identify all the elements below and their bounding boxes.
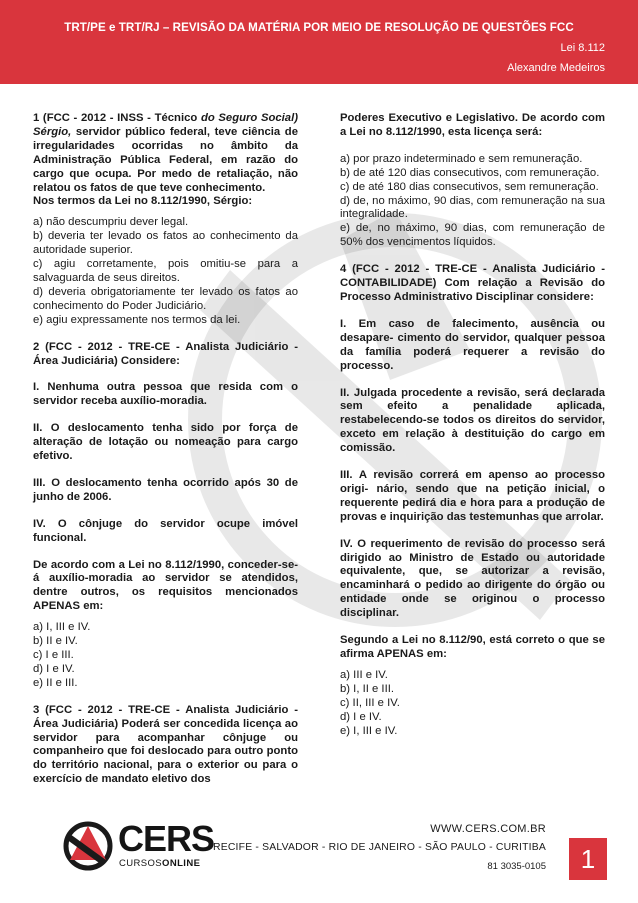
question-3-continuation: Poderes Executivo e Legislativo. De acordo com a Lei no 8.112/1990, esta licença será: [340, 112, 605, 138]
question-3-option-d: d) de, no máximo, 90 dias, com remuneração na sua integralidade. [340, 194, 605, 221]
logo-sub-a: CURSOS [119, 858, 163, 869]
question-2-item-4: IV. O cônjuge do servidor ocupe imóvel funcional. [33, 517, 298, 544]
question-3-option-c: c) de até 180 dias consecutivos, sem remuneração. [340, 180, 599, 193]
question-1-option-b: b) deveria ter levado os fatos ao conhecimento da autoridade superior. [33, 230, 298, 257]
question-3-header: 3 (FCC - 2012 - TRE-CE - Analista Judiciário - Área Judiciária) Poderá ser concedida licença ao servidor para acompanhar cônjuge ou companheiro que foi deslocado para outro ponto do território nacional, para o exterior ou para o exercício de mandato eletivo dos [33, 703, 298, 786]
question-4-item-2: II. Julgada procedente a revisão, será declarada sem efeito a penalidade aplicada, restabelecendo-se todos os direitos do servidor, exceto em relação à destituição do cargo em comissão. [340, 386, 605, 455]
question-1-option-e: e) agiu expressamente nos termos da lei. [33, 313, 241, 326]
question-2-item-1: I. Nenhuma outra pessoa que resida com o servidor receba auxílio-moradia. [33, 381, 298, 408]
question-1-stem: Nos termos da Lei no 8.112/1990, Sérgio: [33, 195, 253, 208]
question-4-option-d: d) I e IV. [340, 710, 382, 723]
question-4-option-c: c) II, III e IV. [340, 696, 400, 709]
q1-italic: do Seguro Social) Sérgio, [33, 112, 298, 138]
question-4-option-b: b) I, II e III. [340, 682, 394, 695]
question-1-option-c: c) agiu corretamente, pois omitiu-se para a salvaguarda de seus direitos. [33, 258, 298, 284]
header-subtitle: Lei 8.112 [560, 42, 605, 54]
question-4-option-a: a) III e IV. [340, 668, 388, 681]
left-column [33, 112, 298, 787]
question-2-option-e: e) II e III. [33, 676, 78, 689]
cers-logo-subtitle [119, 858, 200, 869]
question-4-stem: Segundo a Lei no 8.112/90, está correto o que se afirma APENAS em: [340, 634, 605, 660]
footer-cities: RECIFE - SALVADOR - RIO DE JANEIRO - SÃO PAULO - CURITIBA [213, 842, 546, 853]
footer-website[interactable]: WWW.CERS.COM.BR [430, 823, 546, 835]
question-1-option-a: a) não descumpriu dever legal. [33, 216, 189, 229]
question-4-item-4: IV. O requerimento de revisão do processo será dirigido ao Ministro de Estado ou autoridade equivalente, que, se autorizar a revisão, encaminhará o pedido ao dirigente do órgão ou entidade onde se originou o processo disciplinar. [340, 537, 605, 620]
question-1-header [33, 112, 298, 195]
question-3-option-e: e) de, no máximo, 90 dias, com remuneração de 50% dos vencimentos líquidos. [340, 222, 605, 249]
q1-text: servidor público federal, teve ciência de irregularidades ocorridas no âmbito da Administração Pública Federal, em razão do cargo que ocupa. Por medo de retaliação, não relatou os fatos de que teve conhecimento. [33, 125, 298, 194]
question-2-item-3: III. O deslocamento tenha ocorrido após 30 de junho de 2006. [33, 476, 298, 503]
page-header [0, 0, 638, 84]
question-4-header: 4 (FCC - 2012 - TRE-CE - Analista Judiciário - CONTABILIDADE) Com relação a Revisão do Processo Administrativo Disciplinar considere: [340, 263, 605, 303]
question-3-option-b: b) de até 120 dias consecutivos, com remuneração. [340, 166, 600, 179]
question-2-option-d: d) I e IV. [33, 662, 75, 675]
question-1-option-d: d) deveria obrigatoriamente ter levado os fatos ao conhecimento do Poder Judiciário. [33, 285, 298, 312]
q1-number: 1 (FCC - 2012 - INSS - Técnico [33, 112, 201, 124]
question-3-option-a: a) por prazo indeterminado e sem remuneração. [340, 152, 583, 165]
header-author: Alexandre Medeiros [507, 62, 605, 74]
question-2-header: 2 (FCC - 2012 - TRE-CE - Analista Judiciário - Área Judiciária) Considere: [33, 340, 298, 367]
footer-phone: 81 3035-0105 [487, 861, 546, 872]
question-4-option-e: e) I, III e IV. [340, 724, 398, 737]
question-2-option-c: c) I e III. [33, 649, 74, 661]
question-2-option-b: b) II e IV. [33, 635, 78, 648]
right-column [340, 112, 605, 738]
question-2-item-2: II. O deslocamento tenha sido por força de alteração de lotação ou nomeação para cargo efetivo. [33, 422, 298, 463]
cers-logo-icon [62, 820, 114, 872]
question-2-stem: De acordo com a Lei no 8.112/1990, conceder-se-á auxílio-moradia ao servidor se atendidos, dentre outros, os requisitos mencionados APENAS em: [33, 558, 298, 613]
header-title: TRT/PE e TRT/RJ – REVISÃO DA MATÉRIA POR MEIO DE RESOLUÇÃO DE QUESTÕES FCC [64, 21, 574, 34]
question-2-option-a: a) I, III e IV. [33, 621, 91, 634]
logo-sub-b: ONLINE [162, 858, 201, 869]
question-4-item-1: I. Em caso de falecimento, ausência ou desapare- cimento do servidor, qualquer pessoa da família poderá requerer a revisão do processo. [340, 317, 605, 372]
cers-logo-text: CERS [118, 818, 215, 859]
question-4-item-3: III. A revisão correrá em apenso ao processo origi- nário, sendo que na petição inicial, o requerente pedirá dia e hora para a produção de provas e inquirição das testemunhas que arrolar. [340, 469, 605, 523]
page-number: 1 [569, 838, 607, 880]
